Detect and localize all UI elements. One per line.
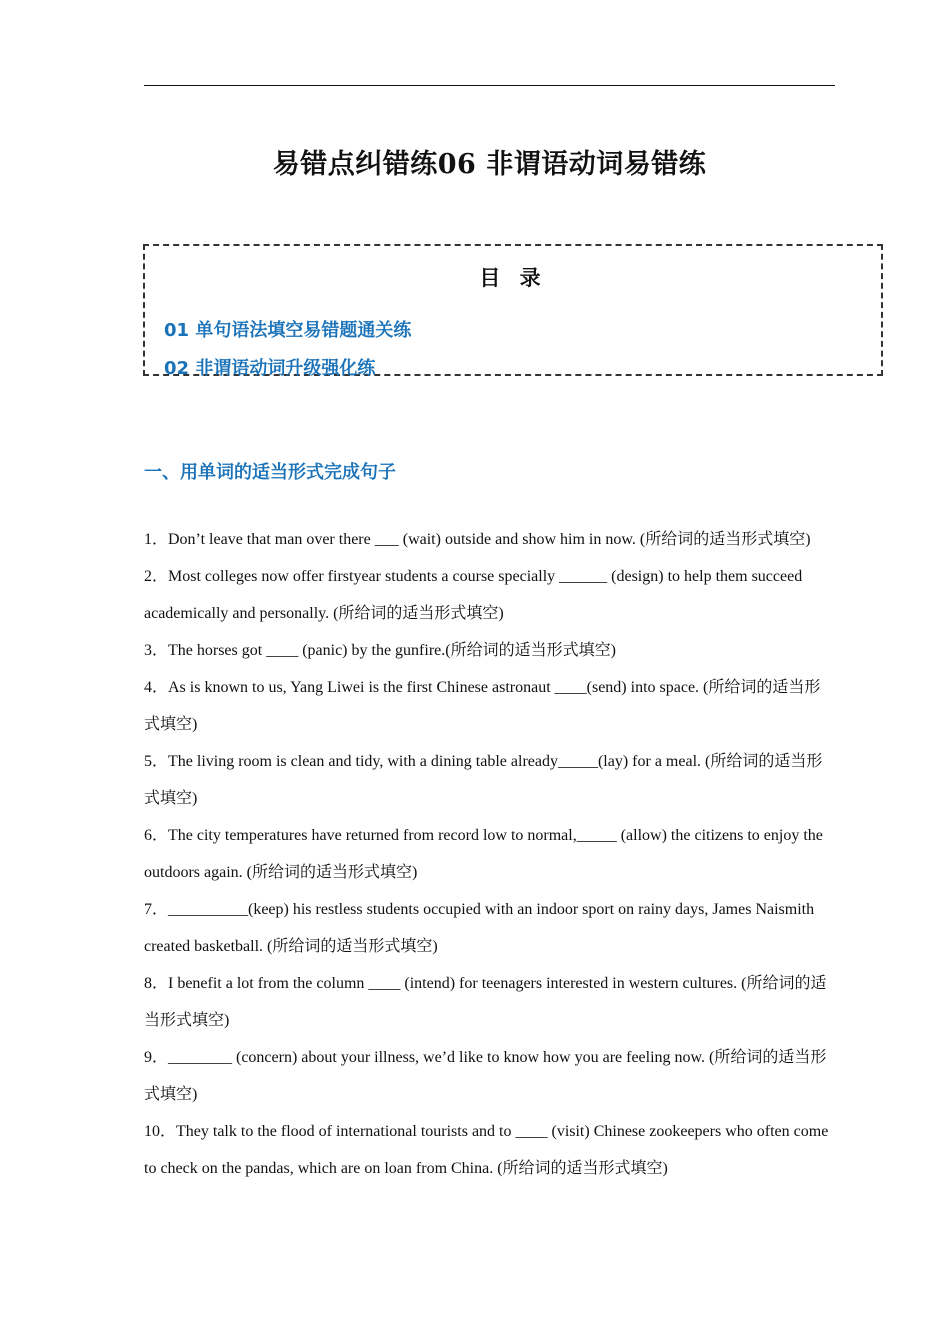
document-title: 易错点纠错练06 非谓语动词易错练	[272, 149, 707, 180]
toc-item-02[interactable]: 02 非谓语动词升级强化练	[164, 358, 376, 379]
table-of-contents	[143, 244, 883, 379]
question-item: 6．The city temperatures have returned from record low to normal,_____ (allow) the citizens to enjoy the outdoors again. (所给词的适当形式填空)	[144, 827, 823, 881]
question-item: 4．As is known to us, Yang Liwei is the first Chinese astronaut ____(send) into space. (所给词的适当形式填空)	[144, 679, 821, 733]
toc-heading: 目 录	[479, 266, 547, 290]
question-item: 5．The living room is clean and tidy, with a dining table already_____(lay) for a meal. (所给词的适当形式填空)	[144, 753, 823, 807]
question-item: 1．Don’t leave that man over there ___ (wait) outside and show him in now. (所给词的适当形式填空)	[144, 531, 811, 548]
question-list	[144, 521, 835, 1187]
question-item: 10．They talk to the flood of international tourists and to ____ (visit) Chinese zookeepers who often come to check on the pandas, which are on loan from China. (所给词的适当形式填空)	[144, 1123, 829, 1177]
section-heading: 一、用单词的适当形式完成句子	[144, 462, 396, 483]
toc-item-01[interactable]: 01 单句语法填空易错题通关练	[164, 320, 412, 341]
question-item: 8．I benefit a lot from the column ____ (intend) for teenagers interested in western cultures. (所给词的适当形式填空)	[144, 975, 827, 1029]
header-rule	[144, 85, 835, 86]
question-item: 9．________ (concern) about your illness, we’d like to know how you are feeling now. (所给词的适当形式填空)	[144, 1049, 827, 1103]
question-item: 2．Most colleges now offer firstyear students a course specially ______ (design) to help them succeed academically and personally. (所给词的适当形式填空)	[144, 568, 803, 622]
question-item: 7．__________(keep) his restless students occupied with an indoor sport on rainy days, James Naismith created basketball. (所给词的适当形式填空)	[144, 901, 815, 955]
question-item: 3．The horses got ____ (panic) by the gunfire.(所给词的适当形式填空)	[144, 642, 616, 659]
